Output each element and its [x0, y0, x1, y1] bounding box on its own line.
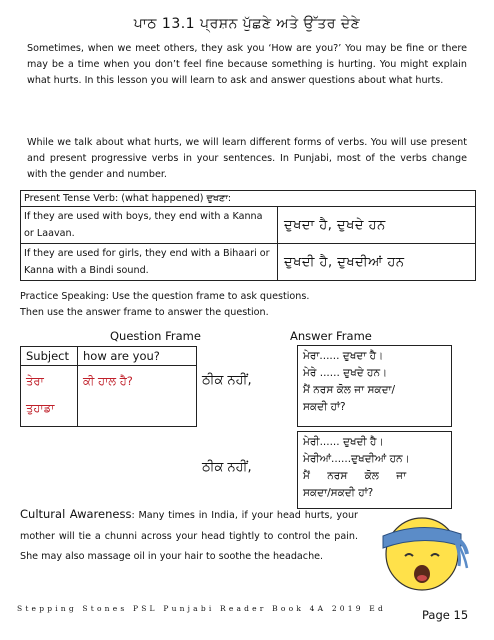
tense-row-english: If they are used with boys, they end with a Kanna or Laavan.: [21, 207, 278, 244]
footer-book-title: Stepping Stones PSL Punjabi Reader Book 4A 2019 Ed: [17, 604, 386, 613]
answer-line: ਮੇਰੀਆਂ......ਦੁਖਦੀਆਂ ਹਨ।: [303, 453, 410, 465]
answer-frame-heading: Answer Frame: [290, 329, 372, 343]
intro-paragraph-2: While we talk about what hurts, we will learn different forms of verbs. You will use present and present progressive verbs in your sentences. In Punjabi, most of the verbs change with the gender and number.: [27, 137, 467, 180]
answer-line: ਸਕਦੀ ਹਾਂ?: [303, 401, 346, 413]
practice-instruction-1: Practice Speaking: Use the question frame to ask questions.: [20, 291, 310, 302]
answer-line: ਸਕਦਾ/ਸਕਦੀ ਹਾਂ?: [303, 487, 374, 499]
answer-line: ਮੈਂ ਨਰਸ ਕੋਲ ਜਾ ਸਕਦਾ/: [303, 384, 396, 396]
cultural-awareness-text: : Many times in India, if your head hurts, your mother will tie a chunni across your head tightly to control the pain. She may also massage oil in your hair to soothe the headache.: [20, 510, 358, 562]
not-fine-label: ਠੀਕ ਨਹੀਂ,: [202, 373, 252, 388]
headache-face-icon: [375, 506, 469, 594]
question-frame-heading: Question Frame: [110, 329, 201, 343]
answer-line: ਮੇਰਾ...... ਦੁਖਦਾ ਹੈ।: [303, 350, 384, 362]
answer-line: ਮੇਰੀ...... ਦੁਖਦੀ ਹੈ।: [303, 436, 384, 448]
intro-paragraph-1: Sometimes, when we meet others, they ask you ‘How are you?’ You may be fine or there may be a time when you don’t feel fine because something is hurting. You might explain what hurts. In this lesson you will learn to ask and answer questions about what hurts.: [27, 43, 467, 86]
question-label: how are you?: [78, 347, 197, 366]
answer-line: ਮੈਂ ਨਰਸ ਕੋਲ ਜਾ: [303, 470, 407, 482]
answer-box-masculine: [297, 345, 452, 427]
subject-label: Subject: [21, 347, 78, 366]
subject-options: [21, 366, 78, 427]
cultural-awareness-paragraph: [20, 504, 358, 568]
question-text: ਕੀ ਹਾਲ ਹੈ?: [78, 366, 197, 427]
subject-option: ਤੇਰਾ: [26, 374, 44, 388]
page-number: Page 15: [422, 608, 469, 622]
tense-row-girls: [21, 244, 476, 281]
tense-row-punjabi: ਦੁਖਦਾ ਹੈ, ਦੁਖਦੇ ਹਨ: [278, 207, 476, 244]
subject-option: ਤੁਹਾਡਾ: [26, 401, 55, 415]
answer-box-feminine: [297, 431, 452, 509]
page-title: ਪਾਠ 13.1 ਪ੍ਰਸ਼ਨ ਪੁੱਛਣੇ ਅਤੇ ਉੱਤਰ ਦੇਣੇ: [133, 16, 361, 32]
question-frame-table: [20, 346, 197, 427]
tense-row-boys: [21, 207, 476, 244]
present-tense-table: [20, 190, 476, 281]
tense-table-header: Present Tense Verb: (what happened) ਦੁਖਣਾ:: [21, 191, 476, 207]
cultural-awareness-label: Cultural Awareness: [20, 507, 132, 521]
answer-line: ਮੇਰੇ ...... ਦੁਖਦੇ ਹਨ।: [303, 367, 388, 379]
practice-instruction-2: Then use the answer frame to answer the question.: [20, 307, 269, 318]
not-fine-label: ਠੀਕ ਨਹੀਂ,: [202, 460, 252, 475]
tense-row-punjabi: ਦੁਖਦੀ ਹੈ, ਦੁਖਦੀਆਂ ਹਨ: [278, 244, 476, 281]
tense-row-english: If they are used for girls, they end with a Bihaari or Kanna with a Bindi sound.: [21, 244, 278, 281]
